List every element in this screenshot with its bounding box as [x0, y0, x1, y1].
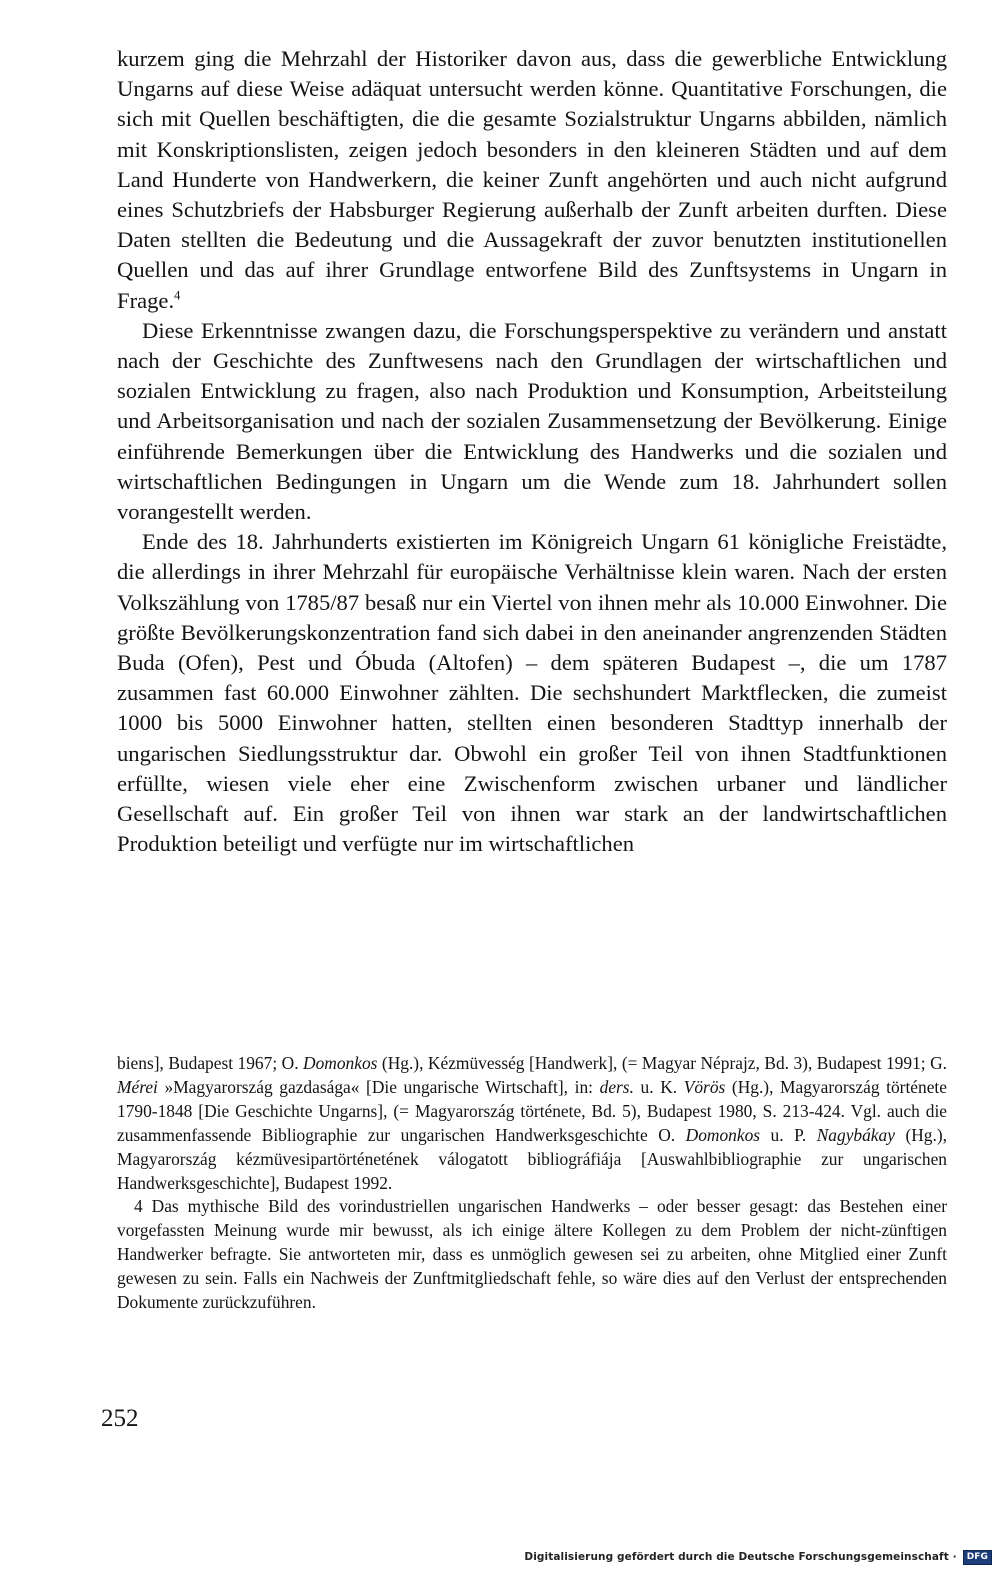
author-name: Domonkos: [303, 1053, 378, 1073]
paragraph-2: Diese Erkenntnisse zwangen dazu, die Forschungsperspektive zu verändern und anstatt nach der Geschichte des Zunftwesens nach den Grundlagen der wirtschaftlichen und sozialen Entwicklung zu fragen, also nach Produktion und Konsumption, Arbeitsteilung und Arbeitsorganisation und nach der sozialen Zusammensetzung der Bevölkerung. Einige einführende Bemerkungen über die Entwicklung des Handwerks und die sozialen und wirtschaftlichen Bedingungen in Ungarn um die Wende zum 18. Jahrhundert sollen vorangestellt werden.: [117, 317, 947, 525]
paragraph-3: Ende des 18. Jahrhunderts existierten im Königreich Ungarn 61 königliche Freistädte, die allerdings in ihrer Mehrzahl für europäische Verhältnisse klein waren. Nach der ersten Volkszählung von 1785/87 besaß nur ein Viertel von ihnen mehr als 10.000 Einwohner. Die größte Bevölkerungskonzentration fand sich dabei in den aneinander angrenzenden Städten Buda (Ofen), Pest und Óbuda (Altofen) – dem späteren Budapest –, die um 1787 zusammen fast 60.000 Einwohner zählten. Die sechshundert Marktflecken, die zumeist 1000 bis 5000 Einwohner hatten, stellten einen besonderen Stadttyp innerhalb der ungarischen Siedlungsstruktur dar. Obwohl ein großer Teil von ihnen Stadtfunktionen erfüllte, wiesen viele eher eine Zwischenform zwischen urbaner und ländlicher Gesellschaft auf. Ein großer Teil von ihnen war stark an der landwirtschaftlichen Produktion beteiligt und verfügte nur im wirtschaftlichen: [117, 529, 947, 857]
page-number: 252: [101, 1405, 139, 1432]
digitization-footer: [524, 1549, 992, 1565]
footnote-reference-4: 4: [174, 287, 181, 302]
author-name: Vörös: [683, 1076, 726, 1097]
footer-credit-text: Digitalisierung gefördert durch die Deutsche Forschungsgemeinschaft ·: [524, 1551, 957, 1563]
author-name: ders.: [599, 1076, 634, 1097]
author-name: Nagybákay: [816, 1124, 895, 1145]
author-name: Mérei: [117, 1076, 158, 1097]
paragraph-1-text: kurzem ging die Mehrzahl der Historiker davon aus, dass die gewerbliche Entwicklung Ungarns auf diese Weise adäquat untersucht werden könne. Quantitative Forschungen, die sich mit Quellen beschäftigten, die die gesamte Sozialstruktur Ungarns abbilden, nämlich mit Konskriptionslisten, zeigen jedoch besonders in den kleineren Städten und auf dem Land Hunderte von Handwerkern, die keiner Zunft angehörten und auch nicht aufgrund eines Schutzbriefs der Habsburger Regierung außerhalb der Zunft arbeiten durften. Diese Daten stellten die Bedeutung und die Aussagekraft der zuvor benutzten institutionellen Quellen und das auf ihrer Grundlage entworfene Bild des Zunftsystems in Ungarn in Frage.: [117, 46, 947, 313]
footnote-4: [117, 1195, 947, 1315]
footnote-4-number: 4: [134, 1196, 143, 1217]
author-name: Domonkos: [685, 1124, 761, 1145]
footnote-3-continuation: biens], Budapest 1967; O. Domonkos (Hg.), Kézmüvesség [Handwerk], (= Magyar Néprajz, Bd. 3), Budapest 1991; G. Mérei »Magyarország gazdasága« [Die ungarische Wirtschaft], in: ders. u. K. Vörös (Hg.), Magyarország története 1790-1848 [Die Geschichte Ungarns], (= Magyarország története, Bd. 5), Budapest 1980, S. 213-424. Vgl. auch die zusammenfassende Bibliographie zur ungarischen Handwerksgeschichte O. Domonkos u. P. Nagybákay (Hg.), Magyarország kézmüvesipartörténetének válogatott bibliográfiája [Auswahlbibliographie zur ungarischen Handwerksgeschichte], Budapest 1992.: [117, 1053, 947, 1193]
footnotes: [117, 1052, 947, 1315]
paragraph-1: [117, 44, 947, 316]
dfg-logo: DFG: [963, 1550, 992, 1565]
main-text: [117, 44, 947, 859]
footnote-4-text: Das mythische Bild des vorindustriellen ungarischen Handwerks – oder besser gesagt: das Bestehen einer vorgefassten Meinung wurde mir bewusst, als ich einige ältere Kollegen zu dem Problem der nicht-zünftigen Handwerker befragte. Sie antworteten mir, dass es unmöglich gewesen sei zu arbeiten, ohne Mitglied einer Zunft gewesen zu sein. Falls ein Nachweis der Zunftmitgliedschaft fehle, so wäre dies auf den Verlust der entsprechenden Dokumente zurückzuführen.: [117, 1196, 947, 1313]
